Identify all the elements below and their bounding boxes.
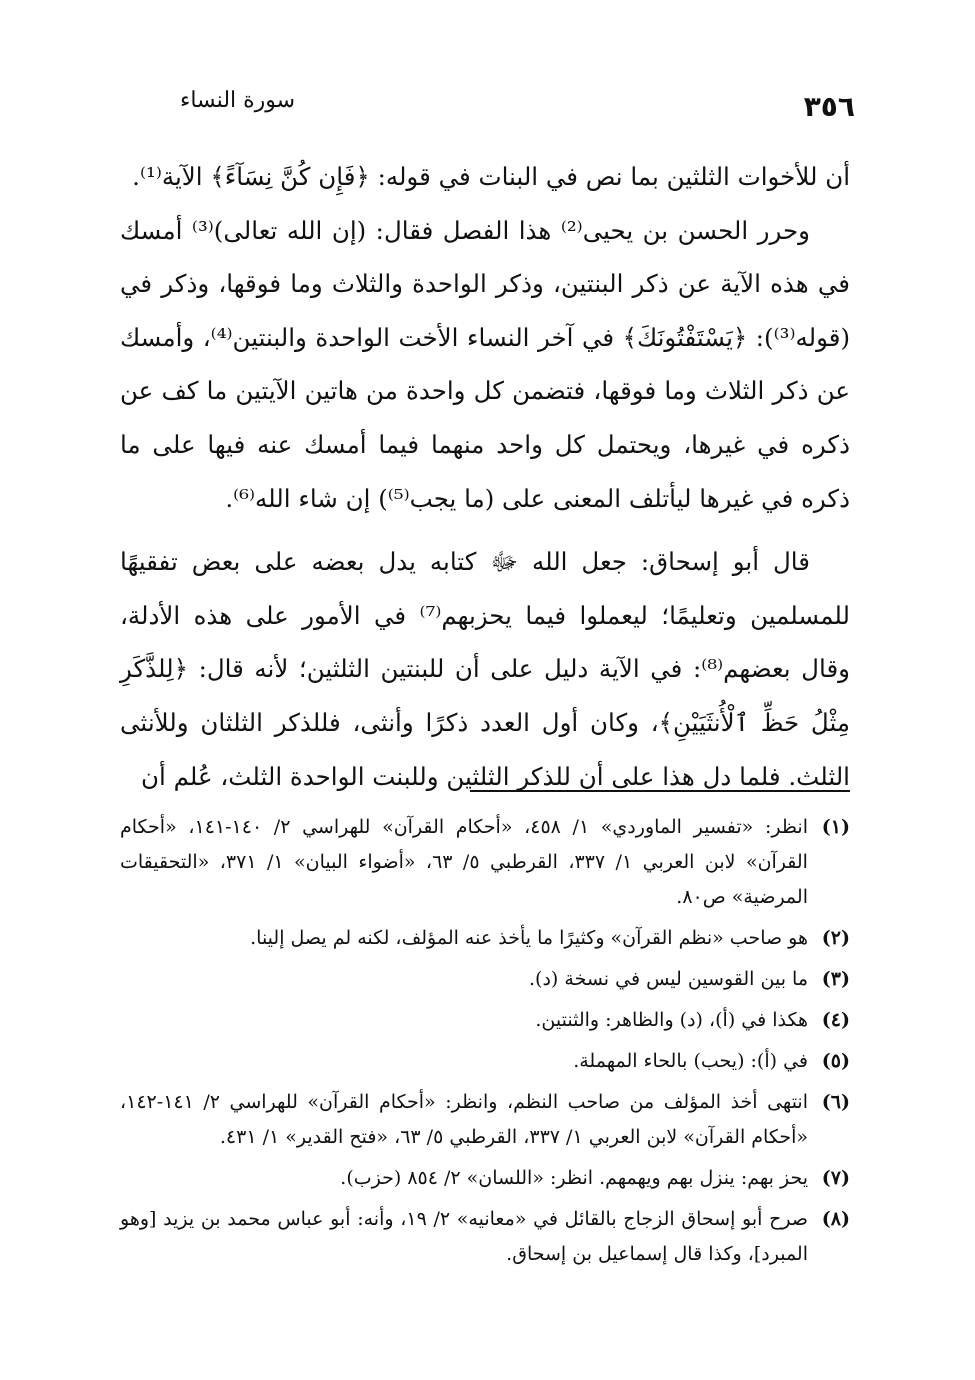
- footnote-text: صرح أبو إسحاق الزجاج بالقائل في «معانيه» ٢/ ١٩، وأنه: أبو عباس محمد بن يزيد [وهو المبرد]، وكذا قال إسماعيل بن إسحاق.: [120, 1208, 808, 1265]
- footnote-text: انظر: «تفسير الماوردي» ١/ ٤٥٨، «أحكام القرآن» للهراسي ٢/ ١٤٠-١٤١، «أحكام القرآن» لابن العربي ١/ ٣٣٧، القرطبي ٥/ ٦٣، «أضواء البيان» ١/ ٣٧١، «التحقيقات المرضية» ص٨٠.: [120, 816, 808, 908]
- footnote-number: (٢): [821, 927, 850, 949]
- footnote-number: (١): [821, 816, 850, 838]
- footnote: [120, 810, 850, 915]
- footnote-number: (٤): [821, 1009, 850, 1031]
- footnote: [120, 1003, 850, 1038]
- main-text: [120, 150, 850, 803]
- footnote: [120, 1161, 850, 1196]
- footnote-text: هو صاحب «نظم القرآن» وكثيرًا ما يأخذ عنه المؤلف، لكنه لم يصل إلينا.: [250, 927, 808, 949]
- page-number: ٣٥٦: [803, 90, 855, 123]
- footnotes: [120, 810, 850, 1278]
- paragraph: أن للأخوات الثلثين بما نص في البنات في قوله: ﴿فَإِن كُنَّ نِسَآءً﴾ الآية⁽¹⁾.: [132, 162, 850, 191]
- footnote-text: ما بين القوسين ليس في نسخة (د).: [529, 968, 808, 990]
- footnote-text: انتهى أخذ المؤلف من صاحب النظم، وانظر: «أحكام القرآن» للهراسي ٢/ ١٤١-١٤٢، «أحكام القرآن» لابن العربي ١/ ٣٣٧، القرطبي ٥/ ٦٣، «فتح القدير» ١/ ٤٣١.: [120, 1091, 808, 1148]
- footnote-number: (٣): [821, 968, 850, 990]
- footnote-text: هكذا في (أ)، (د) والظاهر: والثنتين.: [535, 1009, 808, 1031]
- footnote-number: (٧): [821, 1167, 850, 1189]
- footnote-text: يحز بهم: ينزل بهم ويهمهم. انظر: «اللسان» ٢/ ٨٥٤ (حزب).: [340, 1167, 808, 1189]
- footnote-divider: [470, 790, 850, 792]
- running-title: سورة النساء: [180, 88, 296, 113]
- footnote-number: (٨): [821, 1208, 850, 1230]
- footnote: [120, 921, 850, 956]
- page-header: [120, 80, 855, 130]
- footnote-text: في (أ): (يحب) بالحاء المهملة.: [573, 1050, 808, 1072]
- footnote: [120, 1044, 850, 1079]
- paragraph: قال أبو إسحاق: جعل الله ﷻ كتابه يدل بعضه على بعض تفقيهًا للمسلمين وتعليمًا؛ ليعملوا فيما يحزبهم⁽⁷⁾ في الأمور على هذه الأدلة، وقال بعضهم⁽⁸⁾: في الآية دليل على أن للبنتين الثلثين؛ لأنه قال: ﴿لِلذَّكَرِ مِثْلُ حَظِّ ٱلْأُنثَيَيْنِ﴾، وكان أول العدد ذكرًا وأنثى، فللذكر الثلثان وللأنثى الثلث. فلما دل هذا على أن للذكر الثلثين وللبنت الواحدة الثلث، عُلم أن: [120, 547, 850, 791]
- footnote: [120, 962, 850, 997]
- paragraph: وحرر الحسن بن يحيى⁽²⁾ هذا الفصل فقال: (إن الله تعالى)⁽³⁾ أمسك في هذه الآية عن ذكر البنتين، وذكر الواحدة والثلاث وما فوقها، وذكر في (قوله⁽³⁾): ﴿يَسْتَفْتُونَكَ﴾ في آخر النساء الأخت الواحدة والبنتين⁽⁴⁾، وأمسك عن ذكر الثلاث وما فوقها، فتضمن كل واحدة من هاتين الآيتين ما كف عن ذكره في غيرها، ويحتمل كل واحد منهما فيما أمسك عنه فيها على ما ذكره في غيرها ليأتلف المعنى على (ما يجب⁽⁵⁾) إن شاء الله⁽⁶⁾.: [120, 215, 850, 513]
- footnote-number: (٦): [821, 1091, 850, 1113]
- footnote: [120, 1202, 850, 1272]
- footnote-number: (٥): [821, 1050, 850, 1072]
- footnote: [120, 1085, 850, 1155]
